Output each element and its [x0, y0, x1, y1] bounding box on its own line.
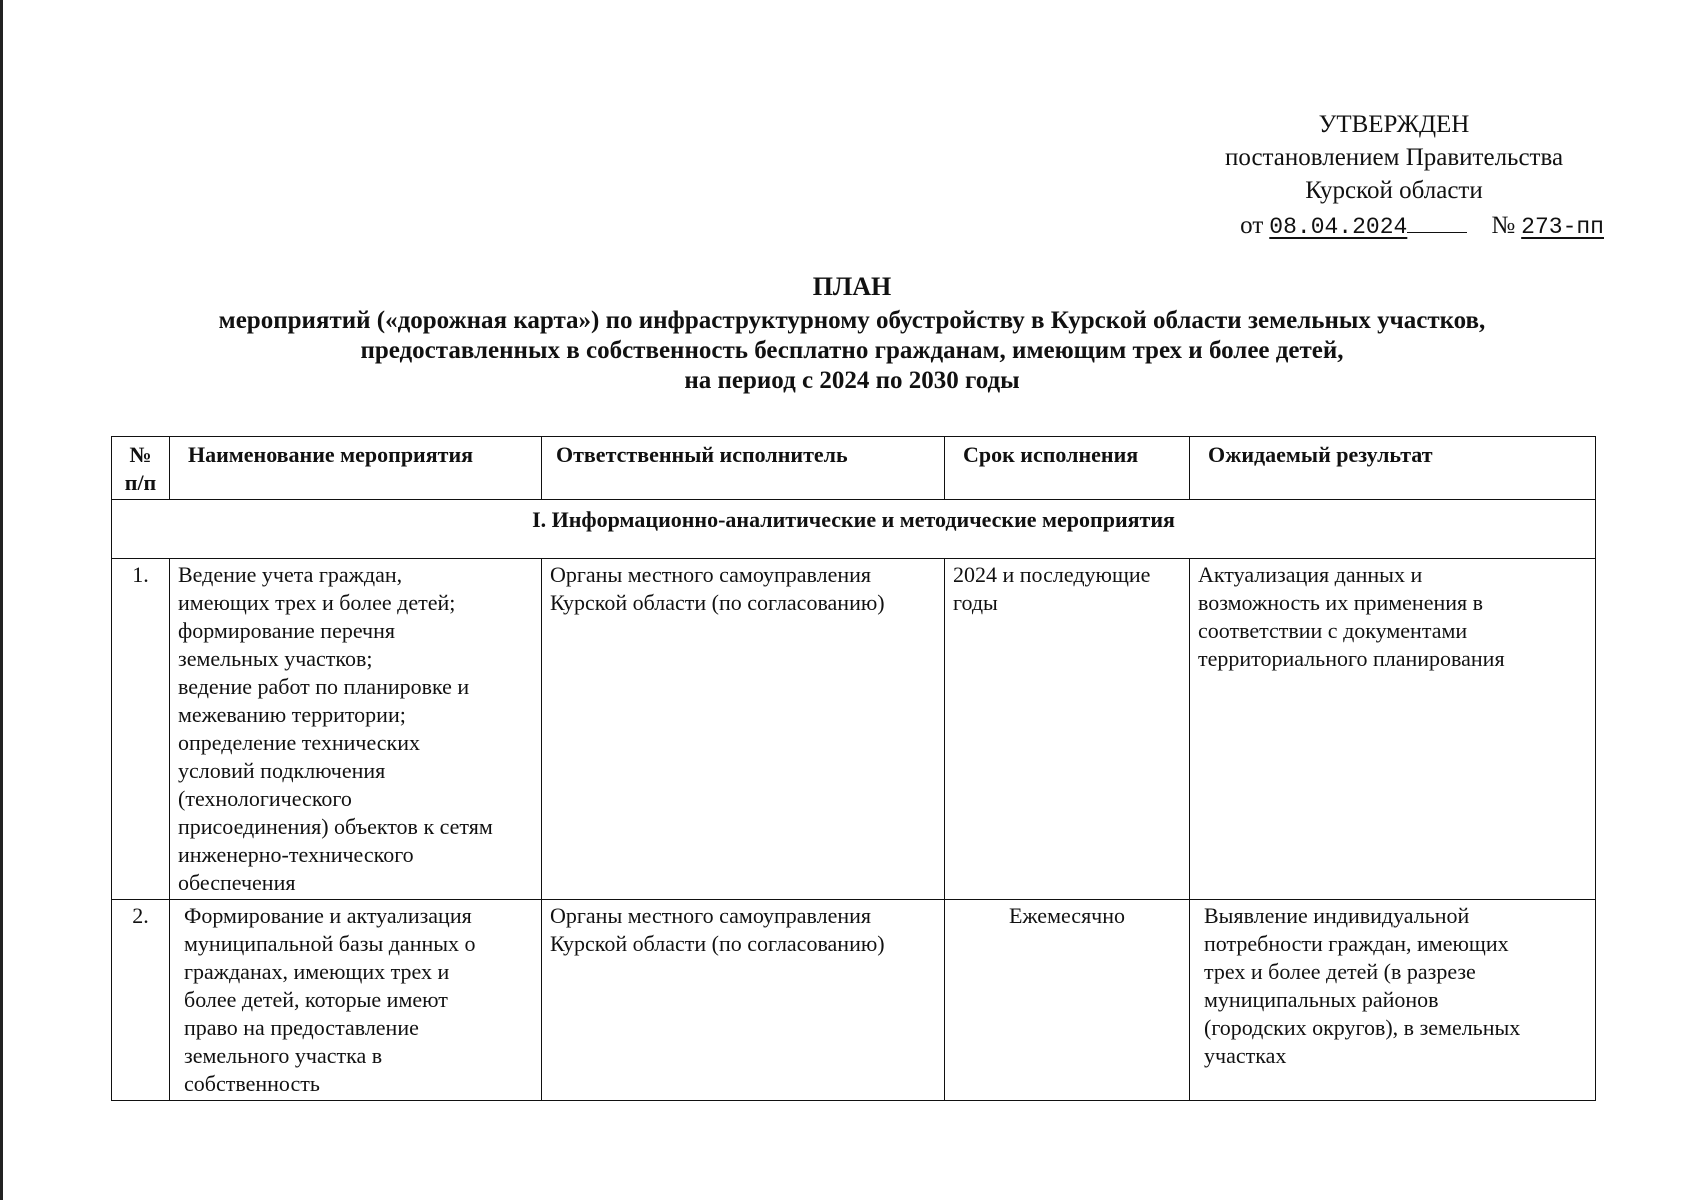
header-responsible: Ответственный исполнитель — [542, 437, 945, 500]
title-main: ПЛАН — [812, 272, 892, 301]
scan-edge — [0, 0, 3, 1200]
document-title — [0, 272, 1704, 396]
row-num: 2. — [112, 900, 170, 1101]
approval-line2: Курской области — [1305, 177, 1483, 204]
number-value: 273-пп — [1521, 214, 1604, 240]
row-responsible: Органы местного самоуправления Курской области (по согласованию) — [542, 559, 945, 900]
header-deadline: Срок исполнения — [945, 437, 1190, 500]
approval-line1: постановлением Правительства — [1224, 144, 1564, 171]
approval-date-line — [1184, 209, 1604, 244]
date-prefix: от — [1240, 212, 1264, 239]
section-row — [112, 500, 1596, 559]
header-num: № п/п — [112, 437, 170, 500]
header-name: Наименование мероприятия — [170, 437, 542, 500]
row-result: Выявление индивидуальной потребности граждан, имеющих трех и более детей (в разрезе муниципальных районов (городских округов), в земельных участках — [1190, 900, 1596, 1101]
section-title: I. Информационно-аналитические и методические мероприятия — [112, 500, 1596, 559]
title-line1: мероприятий («дорожная карта») по инфраструктурному обустройству в Курской области земельных участков, — [218, 307, 1486, 334]
row-deadline: 2024 и последующие годы — [945, 559, 1190, 900]
date-underline — [1407, 231, 1467, 233]
approval-heading: УТВЕРЖДЕН — [1318, 111, 1470, 138]
row-deadline: Ежемесячно — [945, 900, 1190, 1101]
row-result: Актуализация данных и возможность их применения в соответствии с документами территориального планирования — [1190, 559, 1596, 900]
row-responsible: Органы местного самоуправления Курской области (по согласованию) — [542, 900, 945, 1101]
row-num: 1. — [112, 559, 170, 900]
date-value: 08.04.2024 — [1269, 214, 1408, 240]
row-name: Ведение учета граждан, имеющих трех и более детей; формирование перечня земельных участков; ведение работ по планировке и межеванию территории; определение технических условий подключения (технологического присоединения) объектов к сетям инженерно-технического обеспечения — [170, 559, 542, 900]
table-header-row — [112, 437, 1596, 500]
number-prefix: № — [1491, 212, 1516, 239]
table-row — [112, 559, 1596, 900]
title-line3: на период с 2024 по 2030 годы — [684, 367, 1020, 394]
header-result: Ожидаемый результат — [1190, 437, 1596, 500]
title-line2: предоставленных в собственность бесплатно гражданам, имеющим трех и более детей, — [360, 337, 1344, 364]
table-row — [112, 900, 1596, 1101]
row-name: Формирование и актуализация муниципальной базы данных о гражданах, имеющих трех и более детей, которые имеют право на предоставление земельного участка в собственность — [170, 900, 542, 1101]
approval-stamp — [1184, 108, 1604, 244]
plan-table — [111, 436, 1596, 1101]
